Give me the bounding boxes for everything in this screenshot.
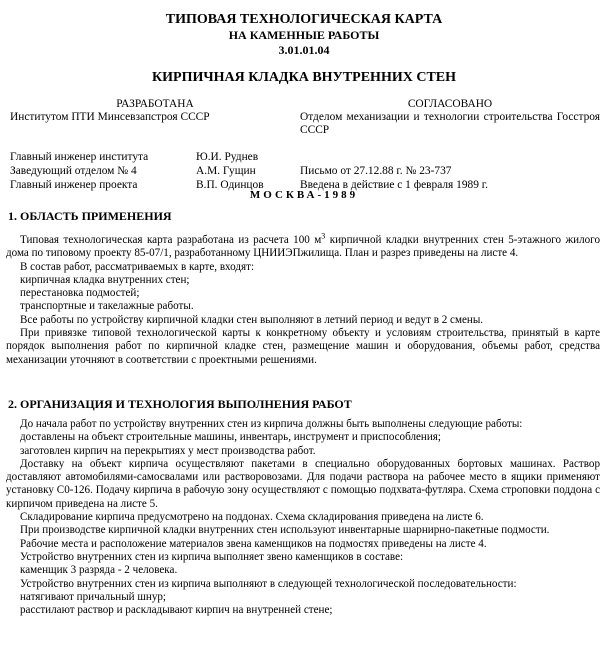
- paragraph: Доставку на объект кирпича осуществляют пакетами в специально оборудованных бортовых машинах. Раствор доставляют автомобилями-самосвалами или растворовозами. Для подачи раствора на рабочее место в ящики применяют установку С0-126. Подачу кирпича в рабочую зону осуществляют с помощью подхвата-футляра. Схема строповки поддона с кирпичом приведена на листе 5.: [6, 457, 600, 510]
- agreed-label: СОГЛАСОВАНО: [407, 98, 493, 110]
- list-item: транспортные и такелажные работы.: [20, 300, 194, 313]
- list-item: расстилают раствор и раскладывают кирпич на внутренней стене;: [20, 604, 333, 617]
- section-heading: 2. ОРГАНИЗАЦИЯ И ТЕХНОЛОГИЯ ВЫПОЛНЕНИЯ РАБОТ: [8, 397, 352, 411]
- paragraph: В состав работ, рассматриваемых в карте, входят:: [20, 260, 255, 273]
- signer-name: А.М. Гущин: [196, 165, 256, 177]
- signer-role: Заведующий отделом № 4: [10, 165, 137, 177]
- section-1-body: [6, 231, 601, 367]
- paragraph: Устройство внутренних стен из кирпича выполняет звено каменщиков в составе:: [20, 550, 404, 563]
- paragraph: Рабочие места и расположение материалов звена каменщиков на подмостях приведены на листе 4.: [20, 537, 487, 550]
- paragraph: При привязке типовой технологической карты к конкретному объекту и условиям строительства, принятый в карте порядок выполнения работ по кирпичной кладке стен, размещение машин и оборудования, объемы работ, средства механизации уточняют в соответствии с проектными решениями.: [6, 327, 600, 366]
- paragraph: Складирование кирпича предусмотрено на поддонах. Схема складирования приведена на листе 6.: [20, 511, 484, 524]
- developed-label: РАЗРАБОТАНА: [116, 98, 194, 110]
- paragraph: До начала работ по устройству внутренних стен из кирпича должны быть выполнены следующие работы:: [20, 418, 523, 430]
- section-2-body: [6, 418, 600, 617]
- paragraph: При производстве кирпичной кладки внутренних стен используют инвентарные шарнирно-пакетные подмости.: [20, 524, 550, 537]
- list-item: заготовлен кирпич на перекрытиях у мест производства работ.: [20, 444, 316, 457]
- signer-name: Ю.И. Руднев: [196, 151, 259, 163]
- place-year: МОСКВА-1989: [249, 189, 359, 201]
- list-item: перестановка подмостей;: [20, 287, 140, 300]
- doc-title: ТИПОВАЯ ТЕХНОЛОГИЧЕСКАЯ КАРТА: [165, 12, 443, 27]
- agreed-org: Отделом механизации и технологии строительства Госстроя СССР: [300, 111, 600, 136]
- developed-org: Институтом ПТИ Минсевзапстроя СССР: [10, 111, 210, 123]
- signer-name: В.П. Одинцов: [196, 179, 264, 191]
- approval-block: [10, 98, 600, 192]
- doc-code: 3.01.01.04: [278, 43, 330, 57]
- main-title: КИРПИЧНАЯ КЛАДКА ВНУТРЕННИХ СТЕН: [151, 70, 457, 85]
- signer-role: Главный инженер института: [10, 151, 149, 163]
- list-item: каменщик 3 разряда - 2 человека.: [20, 564, 178, 577]
- doc-subtitle: НА КАМЕННЫЕ РАБОТЫ: [228, 28, 380, 42]
- list-item: доставлены на объект строительные машины, инвентарь, инструмент и приспособления;: [20, 431, 441, 444]
- paragraph: Типовая технологическая карта разработана из расчета 100 $м^3$ кирпичной кладки внутренних стен 5-этажного жилого дома по типовому проекту 85-07/1, разработанному ЦНИИЭПжилища. План и разрез приведены на листе 4.: [6, 231, 601, 260]
- paragraph: Устройство внутренних стен из кирпича выполняют в следующей технологической последовательности:: [20, 577, 517, 590]
- agreed-letter: Письмо от 27.12.88 г. № 23-737: [300, 165, 452, 177]
- effective-date: Введена в действие с 1 февраля 1989 г.: [300, 179, 488, 191]
- list-item: натягивают причальный шнур;: [20, 590, 167, 603]
- paragraph: Все работы по устройству кирпичной кладки стен выполняют в летний период и ведут в 2 смены.: [20, 313, 484, 326]
- signer-role: Главный инженер проекта: [10, 179, 138, 191]
- list-item: кирпичная кладка внутренних стен;: [20, 273, 190, 286]
- section-heading: 1. ОБЛАСТЬ ПРИМЕНЕНИЯ: [8, 209, 172, 223]
